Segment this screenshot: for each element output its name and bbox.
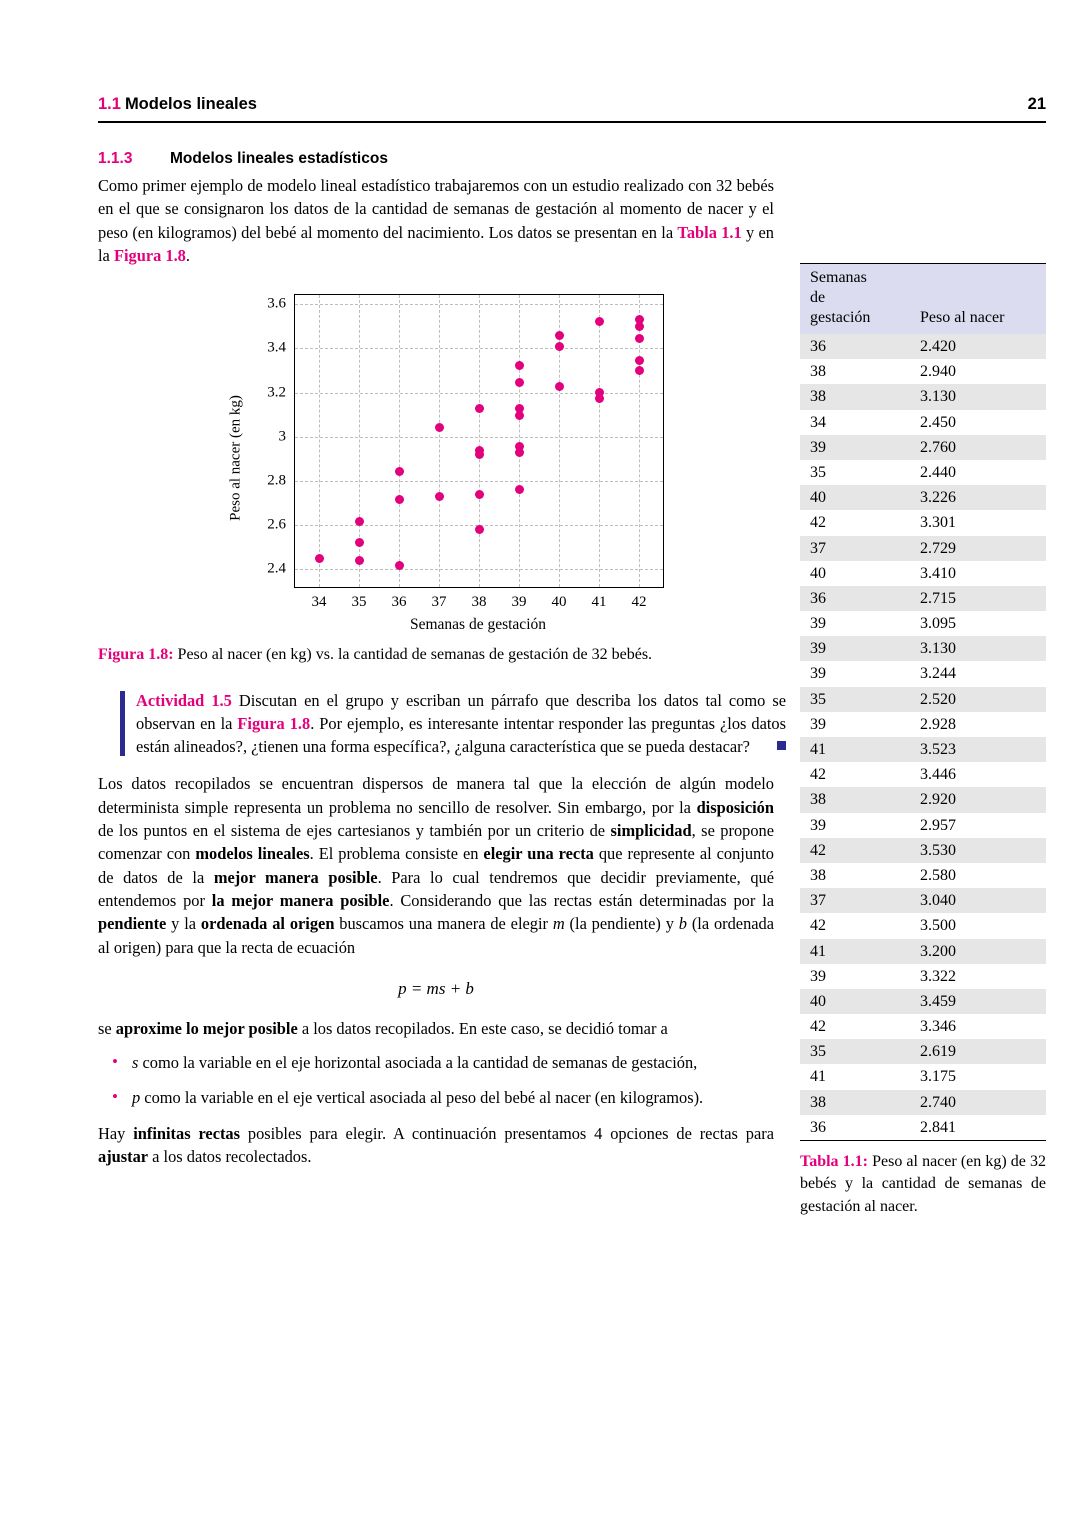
table-row xyxy=(800,359,1046,384)
y-axis-tick-label: 2.8 xyxy=(267,472,286,489)
table-body xyxy=(800,334,1046,1141)
cell-weight: 3.500 xyxy=(920,917,956,935)
x-axis-tick-label: 40 xyxy=(551,594,567,611)
cell-weeks: 36 xyxy=(800,334,910,359)
table-row xyxy=(800,838,1046,863)
cell-weeks: 42 xyxy=(810,1018,826,1036)
cell-weeks: 34 xyxy=(810,413,826,431)
chart-x-axis-label: Semanas de gestación xyxy=(409,616,546,634)
after-formula-paragraph xyxy=(98,1017,774,1040)
activity-text xyxy=(136,689,786,759)
cell-weight: 2.760 xyxy=(910,435,1046,460)
grid-line-vertical xyxy=(319,295,320,587)
scatter-point xyxy=(355,538,364,547)
cell-weeks: 40 xyxy=(800,485,910,510)
table-row xyxy=(800,384,1046,409)
disc-b5: mejor manera posible xyxy=(213,867,378,887)
y-axis-tick-label: 2.4 xyxy=(267,560,286,577)
page-header xyxy=(98,95,1046,114)
bullet-1-variable: s xyxy=(132,1053,139,1073)
cell-weight: 2.619 xyxy=(910,1039,1046,1064)
table-caption-text: Peso al nacer (en kg) de 32 bebés y la cantidad de semanas de gestación al nacer. xyxy=(800,1153,1047,1215)
disc-t9: buscamos una manera de elegir xyxy=(334,914,553,934)
cell-weight: 2.841 xyxy=(910,1115,1046,1141)
cell-weight: 2.957 xyxy=(920,816,956,834)
intro-text-1: Como primer ejemplo de modelo lineal estadístico trabajaremos con un estudio realizado con 32 bebés en el que se consignaron los datos de la cantidad de semanas de gestación al momento de nacer y el peso (en kilogramos) del bebé al momento del nacimiento. Los datos se presentan en la xyxy=(98,176,774,242)
cell-weeks: 41 xyxy=(800,939,910,964)
main-text-column xyxy=(98,150,786,1179)
scatter-point xyxy=(515,485,524,494)
header-right: Peso al nacer xyxy=(920,309,1005,326)
table-row xyxy=(800,435,1046,460)
scatter-point xyxy=(555,331,564,340)
header-line-1: Semanas xyxy=(810,269,867,286)
header-line-2: de xyxy=(810,289,826,306)
cell-weight: 3.301 xyxy=(920,514,956,532)
x-axis-tick-label: 39 xyxy=(511,594,527,611)
scatter-point xyxy=(355,517,364,526)
grid-line-horizontal xyxy=(295,348,663,349)
x-axis-tick-label: 36 xyxy=(391,594,407,611)
running-head xyxy=(98,95,257,114)
ref-tabla-1-1: Tabla 1.1 xyxy=(677,222,742,242)
table-row xyxy=(800,1064,1046,1089)
cell-weight: 2.928 xyxy=(920,715,956,733)
table-row xyxy=(800,460,1046,485)
scatter-point xyxy=(355,556,364,565)
x-axis-tick-label: 38 xyxy=(471,594,487,611)
y-axis-tick-label: 3 xyxy=(278,428,286,445)
cell-weeks: 39 xyxy=(810,715,826,733)
intro-text-2: y en la xyxy=(98,222,775,265)
cell-weight: 3.130 xyxy=(910,636,1046,661)
scatter-point xyxy=(515,378,524,387)
table-row xyxy=(800,888,1046,913)
header-divider xyxy=(98,121,1046,123)
grid-line-horizontal xyxy=(295,304,663,305)
cell-weeks: 40 xyxy=(800,989,910,1014)
scatter-point xyxy=(435,492,444,501)
cell-weight: 3.446 xyxy=(920,766,956,784)
table-row xyxy=(800,485,1046,510)
disc-t5: que represente al conjunto de datos de la xyxy=(98,844,774,887)
grid-line-vertical xyxy=(479,295,480,587)
cell-weight: 3.095 xyxy=(920,615,956,633)
table-row xyxy=(800,1039,1046,1064)
table-row xyxy=(800,611,1046,636)
cell-weeks: 38 xyxy=(810,363,826,381)
bullet-2-variable: p xyxy=(132,1088,141,1108)
running-head-title: Modelos lineales xyxy=(124,95,257,113)
disc-t3: , se propone comenzar con xyxy=(98,821,775,864)
y-axis-tick-label: 3.2 xyxy=(267,384,286,401)
scatter-point xyxy=(635,322,644,331)
cl-b1: infinitas rectas xyxy=(133,1123,241,1143)
cell-weeks: 42 xyxy=(810,917,826,935)
bullet-1-text: como la variable en el eje horizontal asociada a la cantidad de semanas de gestación, xyxy=(138,1053,698,1073)
af-t1: se xyxy=(98,1018,116,1038)
activity-box xyxy=(120,689,786,759)
cell-weight: 3.322 xyxy=(920,967,956,985)
list-item xyxy=(132,1086,774,1109)
scatter-point xyxy=(515,411,524,420)
scatter-plot-area xyxy=(267,294,664,611)
chart-y-axis-label: Peso al nacer (en kg) xyxy=(227,395,244,522)
table-row xyxy=(800,510,1046,535)
cell-weeks: 37 xyxy=(800,888,910,913)
ref-figura-1-8: Figura 1.8 xyxy=(113,245,186,265)
scatter-point xyxy=(435,423,444,432)
af-b1: aproxime lo mejor posible xyxy=(115,1018,298,1038)
table-row xyxy=(800,712,1046,737)
cell-weight: 3.346 xyxy=(920,1018,956,1036)
grid-line-vertical xyxy=(599,295,600,587)
disc-t2: de los puntos en el sistema de ejes cartesianos y también por un criterio de xyxy=(98,821,611,841)
table-row xyxy=(800,586,1046,611)
scatter-point xyxy=(515,361,524,370)
cell-weight: 3.200 xyxy=(910,939,1046,964)
cell-weeks: 40 xyxy=(810,564,826,582)
scatter-point xyxy=(555,382,564,391)
cell-weight: 2.740 xyxy=(910,1090,1046,1115)
disc-b8: ordenada al origen xyxy=(200,914,335,934)
table-row xyxy=(800,410,1046,435)
x-axis-tick-label: 37 xyxy=(431,594,447,611)
cell-weeks: 42 xyxy=(800,838,910,863)
table-header-row xyxy=(800,264,1046,335)
cell-weight: 3.175 xyxy=(920,1068,956,1086)
running-head-number: 1.1 xyxy=(98,95,121,113)
table-row xyxy=(800,561,1046,586)
disc-b4: elegir una recta xyxy=(483,844,594,864)
cell-weeks: 39 xyxy=(810,816,826,834)
bullet-2-text: como la variable en el eje vertical asociada al peso del bebé al nacer (en kilogramos). xyxy=(140,1088,704,1108)
intro-paragraph xyxy=(98,174,774,267)
cell-weight: 3.130 xyxy=(910,384,1046,409)
cell-weeks: 39 xyxy=(800,435,910,460)
cell-weeks: 36 xyxy=(800,586,910,611)
table-row xyxy=(800,1090,1046,1115)
table-row xyxy=(800,989,1046,1014)
scatter-point xyxy=(475,490,484,499)
cell-weeks: 42 xyxy=(810,766,826,784)
scatter-point xyxy=(395,467,404,476)
cell-weeks: 35 xyxy=(800,687,910,712)
activity-bar xyxy=(120,691,125,757)
disc-i1: m xyxy=(552,914,565,934)
cell-weeks: 35 xyxy=(800,1039,910,1064)
figure-caption-label: Figura 1.8: xyxy=(98,646,174,664)
grid-line-horizontal xyxy=(295,437,663,438)
cell-weight: 2.440 xyxy=(920,463,956,481)
scatter-point xyxy=(595,394,604,403)
grid-line-vertical xyxy=(439,295,440,587)
scatter-point xyxy=(315,554,324,563)
side-table-column xyxy=(800,263,1046,1234)
y-axis-tick-label: 3.6 xyxy=(267,295,286,312)
grid-line-vertical xyxy=(399,295,400,587)
grid-line-horizontal xyxy=(295,569,663,570)
scatter-point xyxy=(515,442,524,451)
scatter-point xyxy=(395,495,404,504)
table-header-cell-weight xyxy=(910,264,1046,335)
scatter-point xyxy=(555,342,564,351)
cell-weeks: 39 xyxy=(810,967,826,985)
cell-weight: 2.450 xyxy=(920,413,956,431)
cell-weight: 2.580 xyxy=(920,866,956,884)
table-header-cell-weeks xyxy=(800,264,910,335)
disc-b7: pendiente xyxy=(98,914,167,934)
activity-text-1: Discutan en el grupo y escriban un párrafo que describa los datos tal como se observan en la xyxy=(136,690,786,733)
disc-b6: la mejor manera posible xyxy=(211,890,390,910)
closing-paragraph xyxy=(98,1122,774,1169)
table-header xyxy=(800,264,1046,335)
section-heading-title: Modelos lineales estadísticos xyxy=(170,150,388,167)
disc-b3: modelos lineales xyxy=(195,844,310,864)
grid-line-horizontal xyxy=(295,481,663,482)
cell-weight: 3.523 xyxy=(910,737,1046,762)
cell-weeks: 41 xyxy=(800,737,910,762)
scatter-point xyxy=(595,317,604,326)
table-row xyxy=(800,1115,1046,1141)
table-row xyxy=(800,913,1046,938)
header-line-3: gestación xyxy=(810,309,871,326)
table-row xyxy=(800,636,1046,661)
table-row xyxy=(800,863,1046,888)
disc-i2: b xyxy=(678,914,687,934)
table-row xyxy=(800,787,1046,812)
y-axis-tick-label: 2.6 xyxy=(267,516,286,533)
cell-weight: 2.420 xyxy=(910,334,1046,359)
cell-weight: 3.459 xyxy=(910,989,1046,1014)
cell-weight: 3.530 xyxy=(910,838,1046,863)
activity-ref-figura: Figura 1.8 xyxy=(237,713,311,733)
figure-1-8 xyxy=(98,278,774,638)
table-row xyxy=(800,661,1046,686)
cell-weeks: 38 xyxy=(800,1090,910,1115)
cell-weeks: 38 xyxy=(800,384,910,409)
cell-weeks: 38 xyxy=(800,787,910,812)
scatter-point xyxy=(475,404,484,413)
cell-weeks: 39 xyxy=(800,636,910,661)
table-row xyxy=(800,737,1046,762)
cell-weeks: 42 xyxy=(810,514,826,532)
cell-weight: 2.520 xyxy=(910,687,1046,712)
table-row xyxy=(800,762,1046,787)
cl-t1: Hay xyxy=(98,1123,134,1143)
cell-weight: 3.410 xyxy=(920,564,956,582)
cell-weight: 2.940 xyxy=(920,363,956,381)
section-heading-number: 1.1.3 xyxy=(98,150,133,167)
x-axis-tick-label: 42 xyxy=(631,594,647,611)
scatter-point xyxy=(475,525,484,534)
x-axis-tick-label: 35 xyxy=(351,594,367,611)
cell-weight: 3.040 xyxy=(910,888,1046,913)
cell-weight: 2.920 xyxy=(910,787,1046,812)
table-row xyxy=(800,536,1046,561)
cell-weeks: 39 xyxy=(810,665,826,683)
table-row xyxy=(800,334,1046,359)
cell-weeks: 36 xyxy=(800,1115,910,1141)
cell-weeks: 41 xyxy=(810,1068,826,1086)
cell-weeks: 35 xyxy=(810,463,826,481)
figure-caption xyxy=(98,644,774,666)
disc-t10: (la pendiente) y xyxy=(564,914,679,934)
table-caption xyxy=(800,1151,1046,1218)
discussion-paragraph xyxy=(98,772,774,958)
disc-t6: . Para lo cual tendremos que decidir previamente, qué entendemos por xyxy=(98,867,775,910)
scatter-point xyxy=(635,356,644,365)
af-t2: a los datos recopilados. En este caso, se decidió tomar a xyxy=(297,1018,668,1038)
x-axis-tick-label: 34 xyxy=(311,594,327,611)
disc-b2: simplicidad xyxy=(610,821,692,841)
table-row xyxy=(800,1014,1046,1039)
activity-label: Actividad 1.5 xyxy=(136,690,232,710)
table-row xyxy=(800,687,1046,712)
grid-line-horizontal xyxy=(295,393,663,394)
cl-t3: a los datos recolectados. xyxy=(148,1147,312,1167)
page-number: 21 xyxy=(1027,95,1046,113)
scatter-point xyxy=(635,366,644,375)
figure-caption-text: Peso al nacer (en kg) vs. la cantidad de semanas de gestación de 32 bebés. xyxy=(173,646,653,664)
equation-line: p = ms + b xyxy=(398,978,474,998)
cell-weight: 3.226 xyxy=(910,485,1046,510)
activity-end-marker xyxy=(777,741,786,750)
table-caption-label: Tabla 1.1: xyxy=(800,1153,868,1170)
scatter-point xyxy=(395,561,404,570)
disc-b1: disposición xyxy=(696,797,774,817)
disc-t1: Los datos recopilados se encuentran dispersos de manera tal que la elección de algún modelo determinista simple representa un problema no sencillo de resolver. Sin embargo, por la xyxy=(98,774,774,817)
disc-t11: (la ordenada al origen) para que la recta de ecuación xyxy=(98,914,775,957)
cell-weight: 2.729 xyxy=(910,536,1046,561)
data-table xyxy=(800,263,1046,1141)
cell-weight: 3.244 xyxy=(920,665,956,683)
list-item xyxy=(132,1051,774,1074)
cell-weight: 2.715 xyxy=(910,586,1046,611)
cell-weeks: 38 xyxy=(810,866,826,884)
table-row xyxy=(800,813,1046,838)
intro-text-3: . xyxy=(185,245,190,265)
disc-t7: . Considerando que las rectas están determinadas por la xyxy=(389,890,774,910)
cl-b2: ajustar xyxy=(98,1147,149,1167)
scatter-point xyxy=(635,334,644,343)
variable-list xyxy=(98,1051,774,1110)
disc-t4: . El problema consiste en xyxy=(309,844,484,864)
scatter-point xyxy=(515,404,524,413)
y-axis-tick-label: 3.4 xyxy=(267,339,286,356)
table-row xyxy=(800,964,1046,989)
section-heading xyxy=(98,150,774,168)
disc-t8: y la xyxy=(166,914,201,934)
cell-weeks: 37 xyxy=(800,536,910,561)
table-row xyxy=(800,939,1046,964)
activity-text-2: . Por ejemplo, es interesante intentar responder las preguntas ¿los datos están alineados?, ¿tienen una forma específica?, ¿alguna característica que se pueda destacar? xyxy=(136,713,786,757)
cl-t2: posibles para elegir. A continuación presentamos 4 opciones de rectas para xyxy=(240,1123,774,1143)
scatter-point xyxy=(475,450,484,459)
x-axis-tick-label: 41 xyxy=(591,594,607,611)
cell-weeks: 39 xyxy=(810,615,826,633)
